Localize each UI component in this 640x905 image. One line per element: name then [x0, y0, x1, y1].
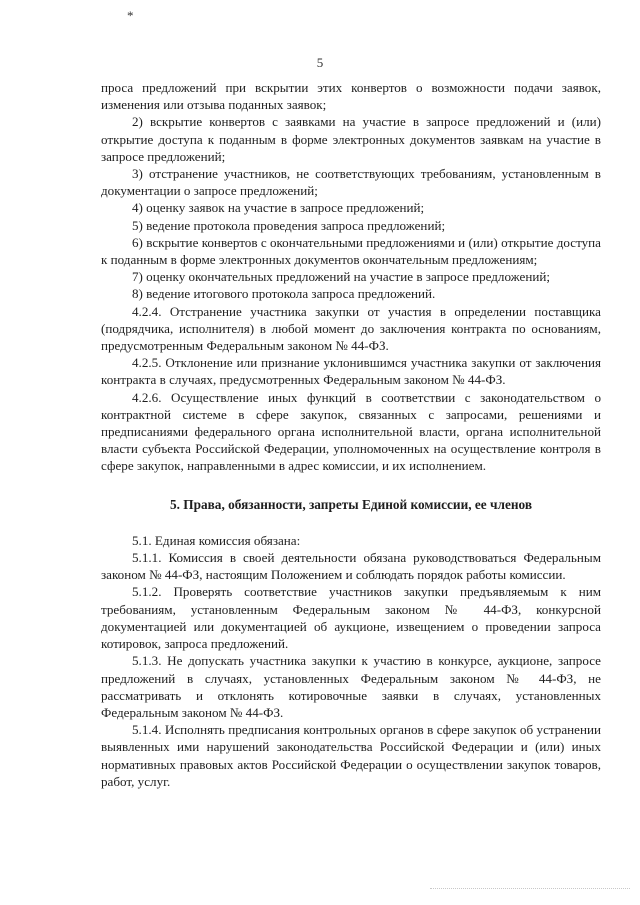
paragraph: 5.1.2. Проверять соответствие участников закупки предъявляемым к ним требованиям, установленным Федеральным законом № 44-ФЗ, конкурсной документацией или документацией об аукционе, извещением о проведении запроса котировок, запроса предложений. [101, 584, 601, 652]
paragraph: 4) оценку заявок на участие в запросе предложений; [132, 200, 425, 216]
corner-mark: * [127, 8, 134, 23]
document-body [101, 79, 601, 790]
paragraph: 6) вскрытие конвертов с окончательными предложениями и (или) открытие доступа к поданным в форме электронных документов окончательным предложениям; [101, 234, 601, 268]
paragraph: 2) вскрытие конвертов с заявками на участие в запросе предложений и (или) открытие доступа к поданным в форме электронных документов заявкам на участие в запросе предложений; [101, 114, 601, 164]
paragraph: 3) отстранение участников, не соответствующих требованиям, установленным в документации о запросе предложений; [101, 166, 601, 199]
paragraph: 5.1. Единая комиссия обязана: [132, 532, 301, 548]
paragraph: 4.2.6. Осуществление иных функций в соответствии с законодательством о контрактной системе в сфере закупок, связанных с запросами, решениями и предписаниями федерального органа исполнительной власти, органа исполнительной власти субъекта Российской Федерации, уполномоченных на осуществление контроля в сфере закупок, направленными в адрес комиссии, и их исполнением. [101, 389, 601, 474]
section-5-body [101, 532, 601, 790]
section-4-continuation [101, 79, 601, 475]
paragraph: 4.2.4. Отстранение участника закупки от участия в определении поставщика (подрядчика, исполнителя) в любой момент до заключения контракта по основаниям, предусмотренным Федеральным законом № 44-ФЗ. [101, 303, 601, 354]
paragraph: 4.2.5. Отклонение или признание уклонившимся участника закупки от заключения контракта в случаях, предусмотренных Федеральным законом № 44-ФЗ. [101, 355, 601, 388]
paragraph: проса предложений при вскрытии этих конвертов о возможности подачи заявок, изменения или отзыва поданных заявок; [101, 80, 601, 113]
paragraph: 7) оценку окончательных предложений на участие в запросе предложений; [132, 269, 551, 285]
paragraph: 5) ведение протокола проведения запроса предложений; [132, 217, 446, 233]
section-heading: 5. Права, обязанности, запреты Единой комиссии, ее членов [169, 496, 533, 512]
paragraph: 5.1.4. Исполнять предписания контрольных органов в сфере закупок об устранении выявленных ими нарушений законодательства Российской Федерации и (или) иных нормативных правовых актов Российской Федерации о осуществлении закупок товаров, работ, услуг. [101, 722, 601, 789]
scan-artifact-dots [430, 888, 630, 891]
page-number: 5 [316, 55, 324, 70]
paragraph: 8) ведение итогового протокола запроса предложений. [132, 286, 436, 302]
paragraph: 5.1.1. Комиссия в своей деятельности обязана руководствоваться Федеральным законом № 44-ФЗ, настоящим Положением и соблюдать порядок работы комиссии. [101, 550, 601, 583]
paragraph: 5.1.3. Не допускать участника закупки к участию в конкурсе, аукционе, запросе предложений в случаях, установленных Федеральным законом № 44-ФЗ, не рассматривать и отклонять котировочные заявки в случаях, установленных Федеральным законом № 44-ФЗ. [101, 653, 601, 720]
